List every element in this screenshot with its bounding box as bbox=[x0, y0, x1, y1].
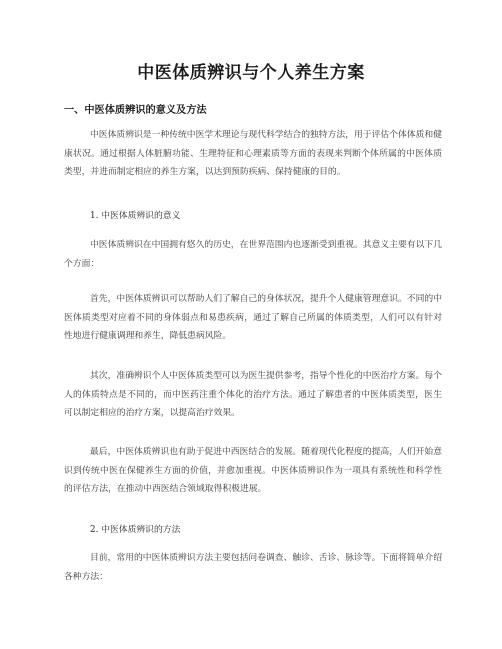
section-heading-1: 一、中医体质辨识的意义及方法 bbox=[64, 105, 207, 116]
document-title: 中医体质辨识与个人养生方案 bbox=[137, 63, 365, 83]
subheading-significance: 1. 中医体质辨识的意义 bbox=[90, 211, 181, 221]
significance-paragraph-first: 首先，中医体质辨识可以帮助人们了解自己的身体状况，提升个人健康管理意识。不同的中医体质类型对应着不同的身体弱点和易患疾病，通过了解自己所属的体质类型，人们可以有针对性地进行健康调理和养生，降低患病风险。 bbox=[64, 294, 442, 342]
significance-paragraph-third: 最后，中医体质辨识也有助于促进中西医结合的发展。随着现代化程度的提高，人们开始意识到传统中医在保健养生方面的价值，并愈加重视。中医体质辨识作为一项具有系统性和科学性的评估方法，在推动中西医结合领域取得积极进展。 bbox=[64, 447, 442, 495]
significance-paragraph-intro: 中医体质辨识在中国拥有悠久的历史，在世界范围内也逐渐受到重视。其意义主要有以下几个方面： bbox=[64, 240, 442, 269]
intro-paragraph: 中医体质辨识是一种传统中医学术理论与现代科学结合的独特方法，用于评估个体体质和健康状况。通过根据人体脏腑功能、生理特征和心理素质等方面的表现来判断个体所属的中医体质类型，并进而制定相应的养生方案，以达到预防疾病、保持健康的目的。 bbox=[64, 130, 442, 178]
subheading-methods: 2. 中医体质辨识的方法 bbox=[90, 525, 181, 535]
significance-paragraph-second: 其次，准确辨识个人中医体质类型可以为医生提供参考，指导个性化的中医治疗方案。每个人的体质特点是不同的，而中医药注重个体化的治疗方法。通过了解患者的中医体质类型，医生可以制定相应的治疗方案，以提高治疗效果。 bbox=[64, 371, 442, 419]
methods-paragraph: 目前，常用的中医体质辨识方法主要包括问卷调查、触诊、舌诊、脉诊等。下面将简单介绍各种方法： bbox=[64, 553, 442, 582]
